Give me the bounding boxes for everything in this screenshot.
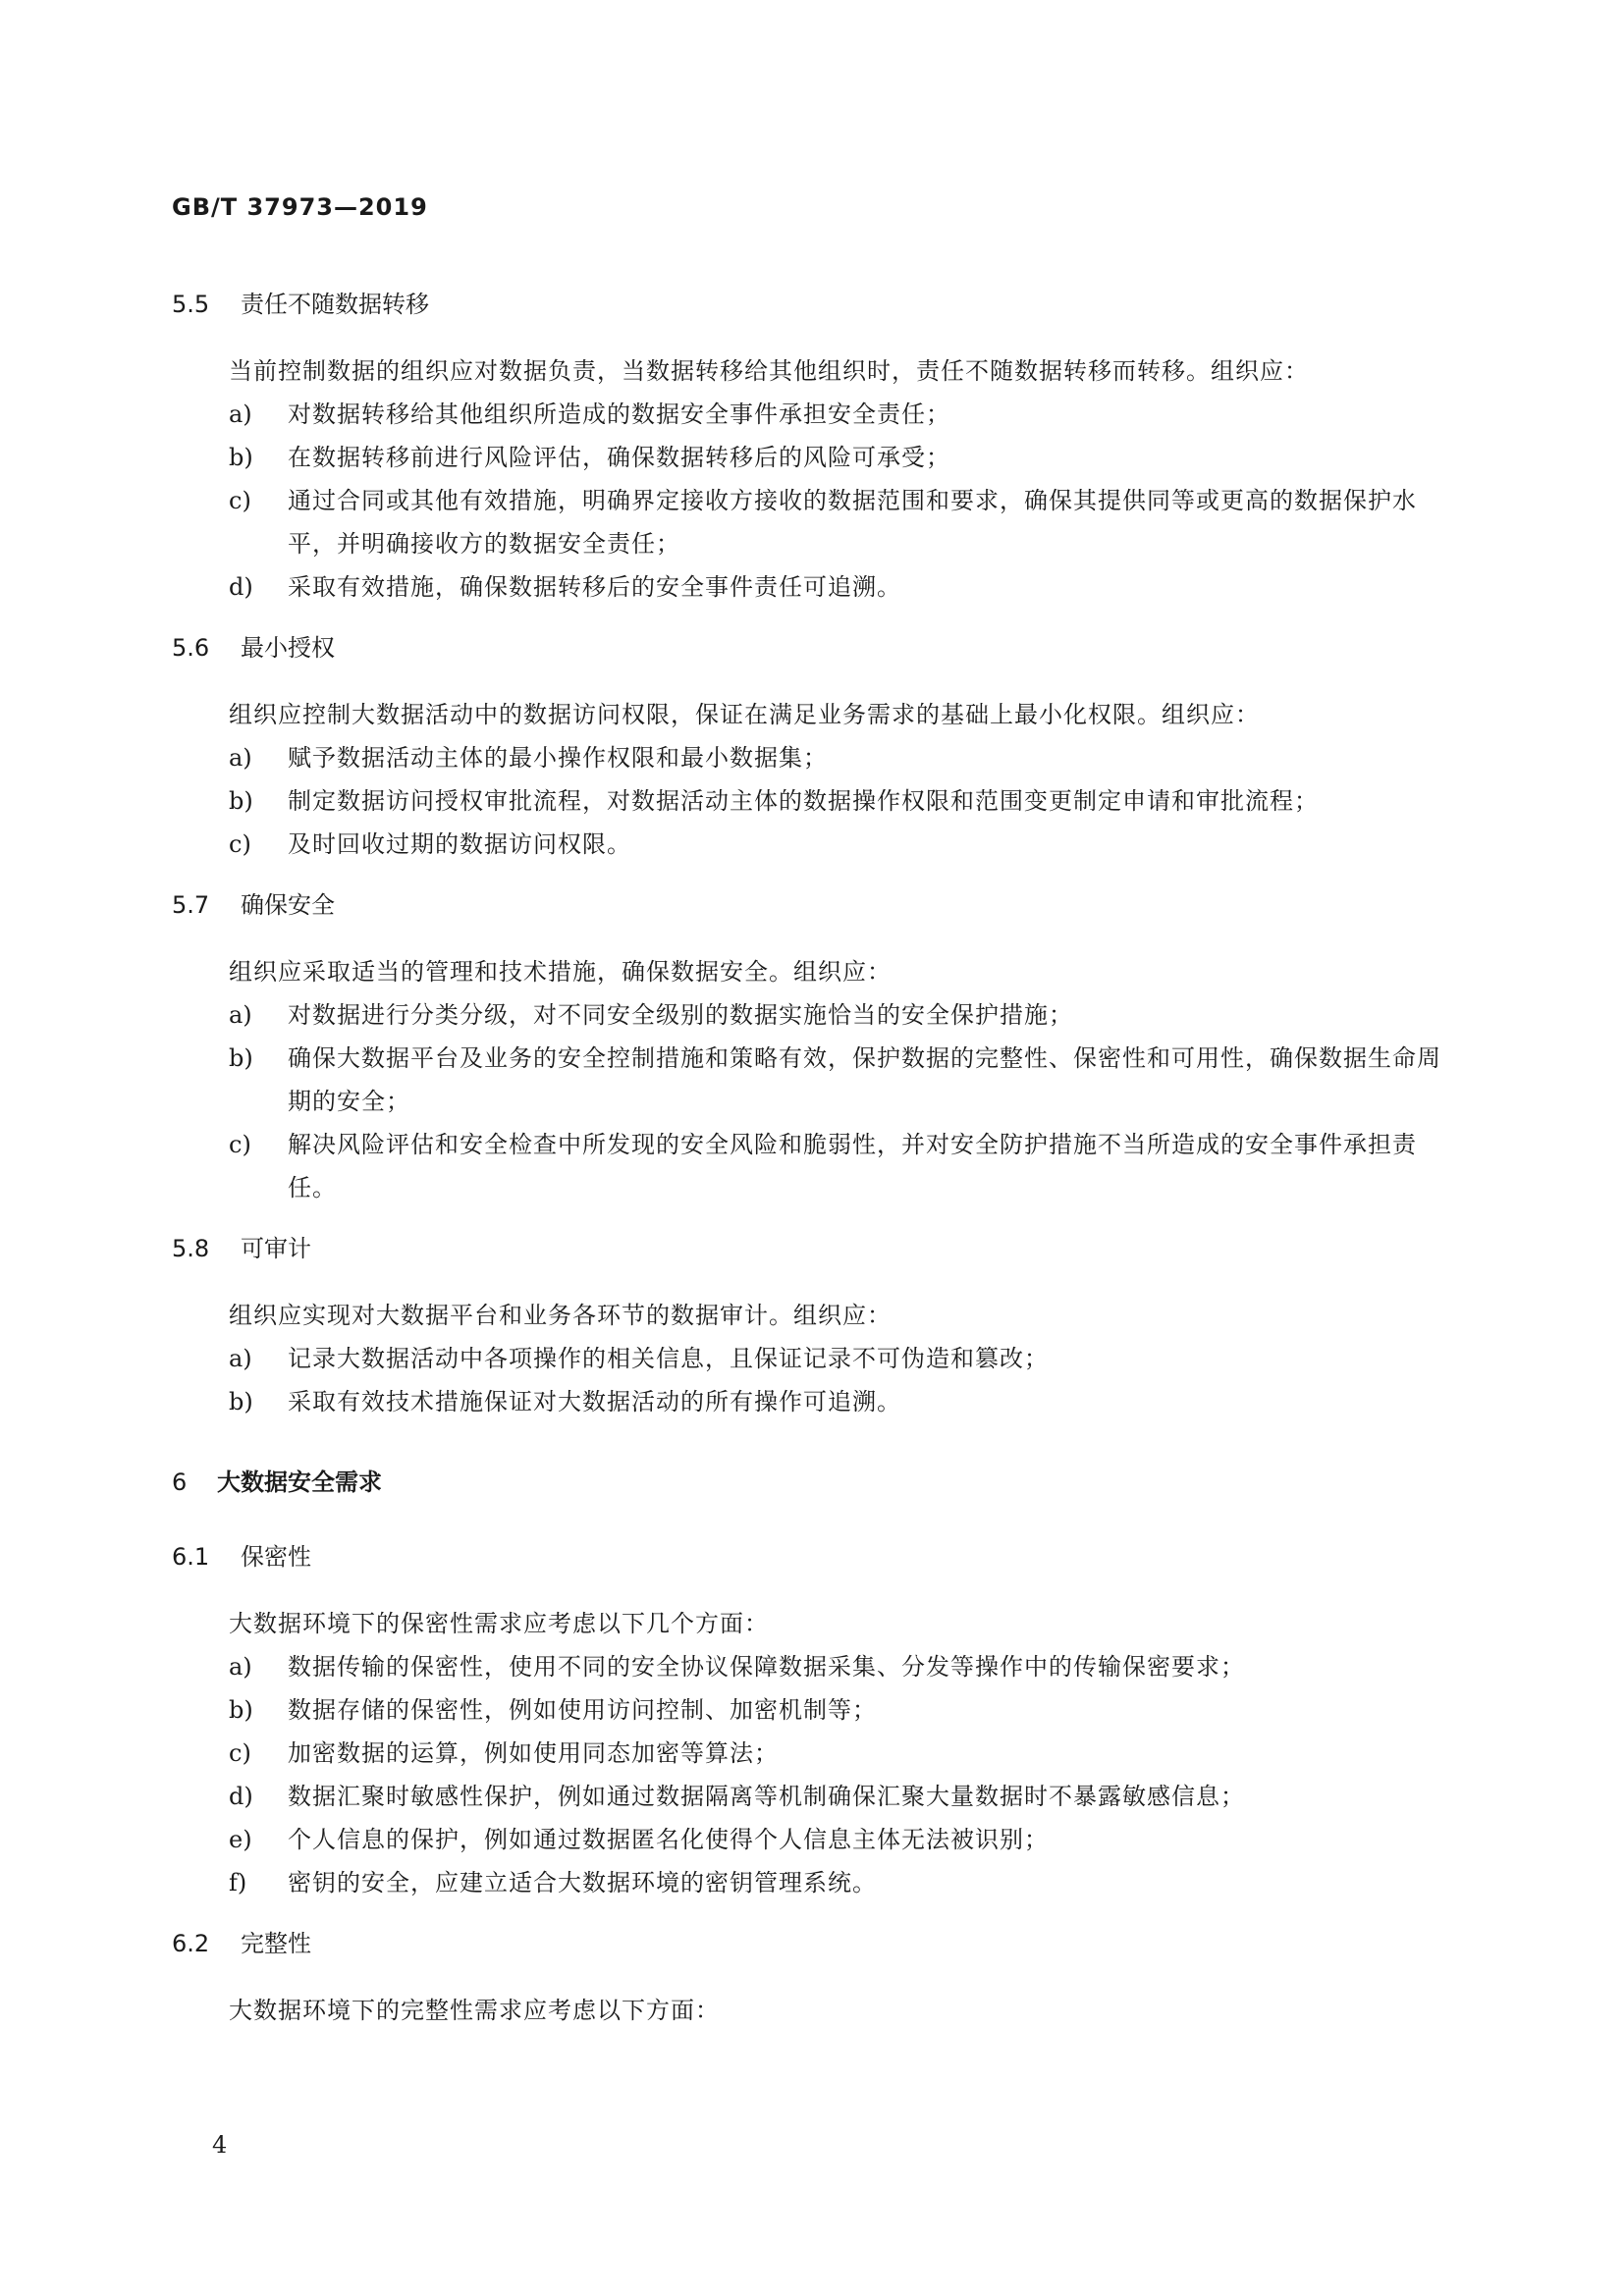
list-item-text: 数据汇聚时敏感性保护，例如通过数据隔离等机制确保汇聚大量数据时不暴露敏感信息； (288, 1783, 1245, 1810)
section-title: 可审计 (241, 1235, 311, 1262)
section-number: 5.7 (172, 891, 210, 919)
list-marker: c) (229, 830, 251, 858)
chapter-heading (172, 1465, 1448, 1500)
list-marker: a) (229, 1001, 252, 1029)
list-marker: d) (229, 1783, 253, 1810)
list-item-text: 赋予数据活动主体的最小操作权限和最小数据集； (288, 744, 828, 772)
section-title: 保密性 (241, 1543, 311, 1571)
section-intro: 组织应实现对大数据平台和业务各环节的数据审计。组织应： (229, 1302, 892, 1329)
list-marker: c) (229, 1131, 251, 1158)
section-number: 6.1 (172, 1543, 210, 1571)
list-item-text: 及时回收过期的数据访问权限。 (288, 830, 631, 858)
section-heading (172, 887, 1448, 923)
list-item (172, 1861, 1448, 1904)
chapter-number: 6 (172, 1468, 188, 1496)
list-item (172, 1818, 1448, 1861)
section-6-2 (172, 1926, 1448, 2032)
list-item (172, 1037, 1448, 1123)
section-intro: 当前控制数据的组织应对数据负责，当数据转移给其他组织时，责任不随数据转移而转移。组织应： (229, 357, 1309, 385)
requirement-list (172, 993, 1448, 1209)
list-marker: a) (229, 744, 252, 772)
section-6-1 (172, 1539, 1448, 1904)
list-marker: f) (229, 1869, 247, 1896)
section-5-5 (172, 287, 1448, 609)
requirement-list (172, 393, 1448, 609)
list-item-text: 采取有效措施，确保数据转移后的安全事件责任可追溯。 (288, 573, 901, 601)
list-item-text: 对数据进行分类分级，对不同安全级别的数据实施恰当的安全保护措施； (288, 1001, 1073, 1029)
list-marker: c) (229, 487, 251, 514)
list-item (172, 479, 1448, 565)
section-heading (172, 630, 1448, 666)
list-item-text: 采取有效技术措施保证对大数据活动的所有操作可追溯。 (288, 1388, 901, 1415)
requirement-list (172, 736, 1448, 866)
list-item-text: 数据存储的保密性，例如使用访问控制、加密机制等； (288, 1696, 877, 1724)
list-item (172, 565, 1448, 609)
section-number: 5.5 (172, 291, 210, 318)
list-marker: e) (229, 1826, 252, 1853)
list-item (172, 393, 1448, 436)
list-marker: a) (229, 1345, 252, 1372)
list-item (172, 993, 1448, 1037)
list-item-text: 个人信息的保护，例如通过数据匿名化使得个人信息主体无法被识别； (288, 1826, 1049, 1853)
list-item (172, 779, 1448, 823)
list-item (172, 1688, 1448, 1732)
list-marker: b) (229, 1044, 253, 1072)
section-intro: 组织应控制大数据活动中的数据访问权限，保证在满足业务需求的基础上最小化权限。组织应： (229, 701, 1260, 728)
list-marker: b) (229, 1388, 253, 1415)
list-item (172, 1123, 1448, 1209)
section-title: 责任不随数据转移 (241, 291, 429, 318)
list-item-text: 记录大数据活动中各项操作的相关信息，且保证记录不可伪造和篡改； (288, 1345, 1049, 1372)
list-item (172, 1380, 1448, 1423)
list-marker: c) (229, 1739, 251, 1767)
page-content (172, 287, 1448, 2054)
section-heading (172, 1926, 1448, 1961)
list-item (172, 1337, 1448, 1380)
page-number: 4 (212, 2131, 228, 2159)
section-heading (172, 287, 1448, 322)
list-item-text: 密钥的安全，应建立适合大数据环境的密钥管理系统。 (288, 1869, 877, 1896)
section-intro: 大数据环境下的完整性需求应考虑以下方面： (229, 1997, 720, 2024)
list-marker: b) (229, 444, 253, 471)
document-code: GB/T 37973—2019 (172, 193, 428, 221)
list-item (172, 1732, 1448, 1775)
list-item (172, 436, 1448, 479)
list-item-text: 确保大数据平台及业务的安全控制措施和策略有效，保护数据的完整性、保密性和可用性，确保数据生命周期的安全； (288, 1044, 1441, 1115)
section-title: 完整性 (241, 1930, 311, 1957)
list-marker: b) (229, 1696, 253, 1724)
section-5-6 (172, 630, 1448, 866)
list-item-text: 制定数据访问授权审批流程，对数据活动主体的数据操作权限和范围变更制定申请和审批流程； (288, 787, 1319, 815)
section-title: 确保安全 (241, 891, 335, 919)
section-5-7 (172, 887, 1448, 1209)
list-marker: b) (229, 787, 253, 815)
list-item-text: 在数据转移前进行风险评估，确保数据转移后的风险可承受； (288, 444, 950, 471)
list-item (172, 823, 1448, 866)
requirement-list (172, 1337, 1448, 1423)
list-item (172, 736, 1448, 779)
list-item-text: 对数据转移给其他组织所造成的数据安全事件承担安全责任； (288, 400, 950, 428)
list-marker: a) (229, 400, 252, 428)
chapter-title: 大数据安全需求 (217, 1468, 382, 1496)
section-number: 6.2 (172, 1930, 210, 1957)
section-intro: 组织应采取适当的管理和技术措施，确保数据安全。组织应： (229, 958, 892, 986)
section-5-8 (172, 1231, 1448, 1423)
list-item-text: 通过合同或其他有效措施，明确界定接收方接收的数据范围和要求，确保其提供同等或更高的数据保护水平，并明确接收方的数据安全责任； (288, 487, 1417, 558)
section-heading (172, 1539, 1448, 1575)
list-item (172, 1775, 1448, 1818)
section-number: 5.8 (172, 1235, 210, 1262)
requirement-list (172, 1645, 1448, 1904)
list-item (172, 1645, 1448, 1688)
list-item-text: 解决风险评估和安全检查中所发现的安全风险和脆弱性，并对安全防护措施不当所造成的安全事件承担责任。 (288, 1131, 1417, 1201)
list-marker: d) (229, 573, 253, 601)
section-number: 5.6 (172, 634, 210, 662)
section-title: 最小授权 (241, 634, 335, 662)
section-intro: 大数据环境下的保密性需求应考虑以下几个方面： (229, 1610, 769, 1637)
list-item-text: 数据传输的保密性，使用不同的安全协议保障数据采集、分发等操作中的传输保密要求； (288, 1653, 1245, 1681)
list-marker: a) (229, 1653, 252, 1681)
section-heading (172, 1231, 1448, 1266)
list-item-text: 加密数据的运算，例如使用同态加密等算法； (288, 1739, 779, 1767)
